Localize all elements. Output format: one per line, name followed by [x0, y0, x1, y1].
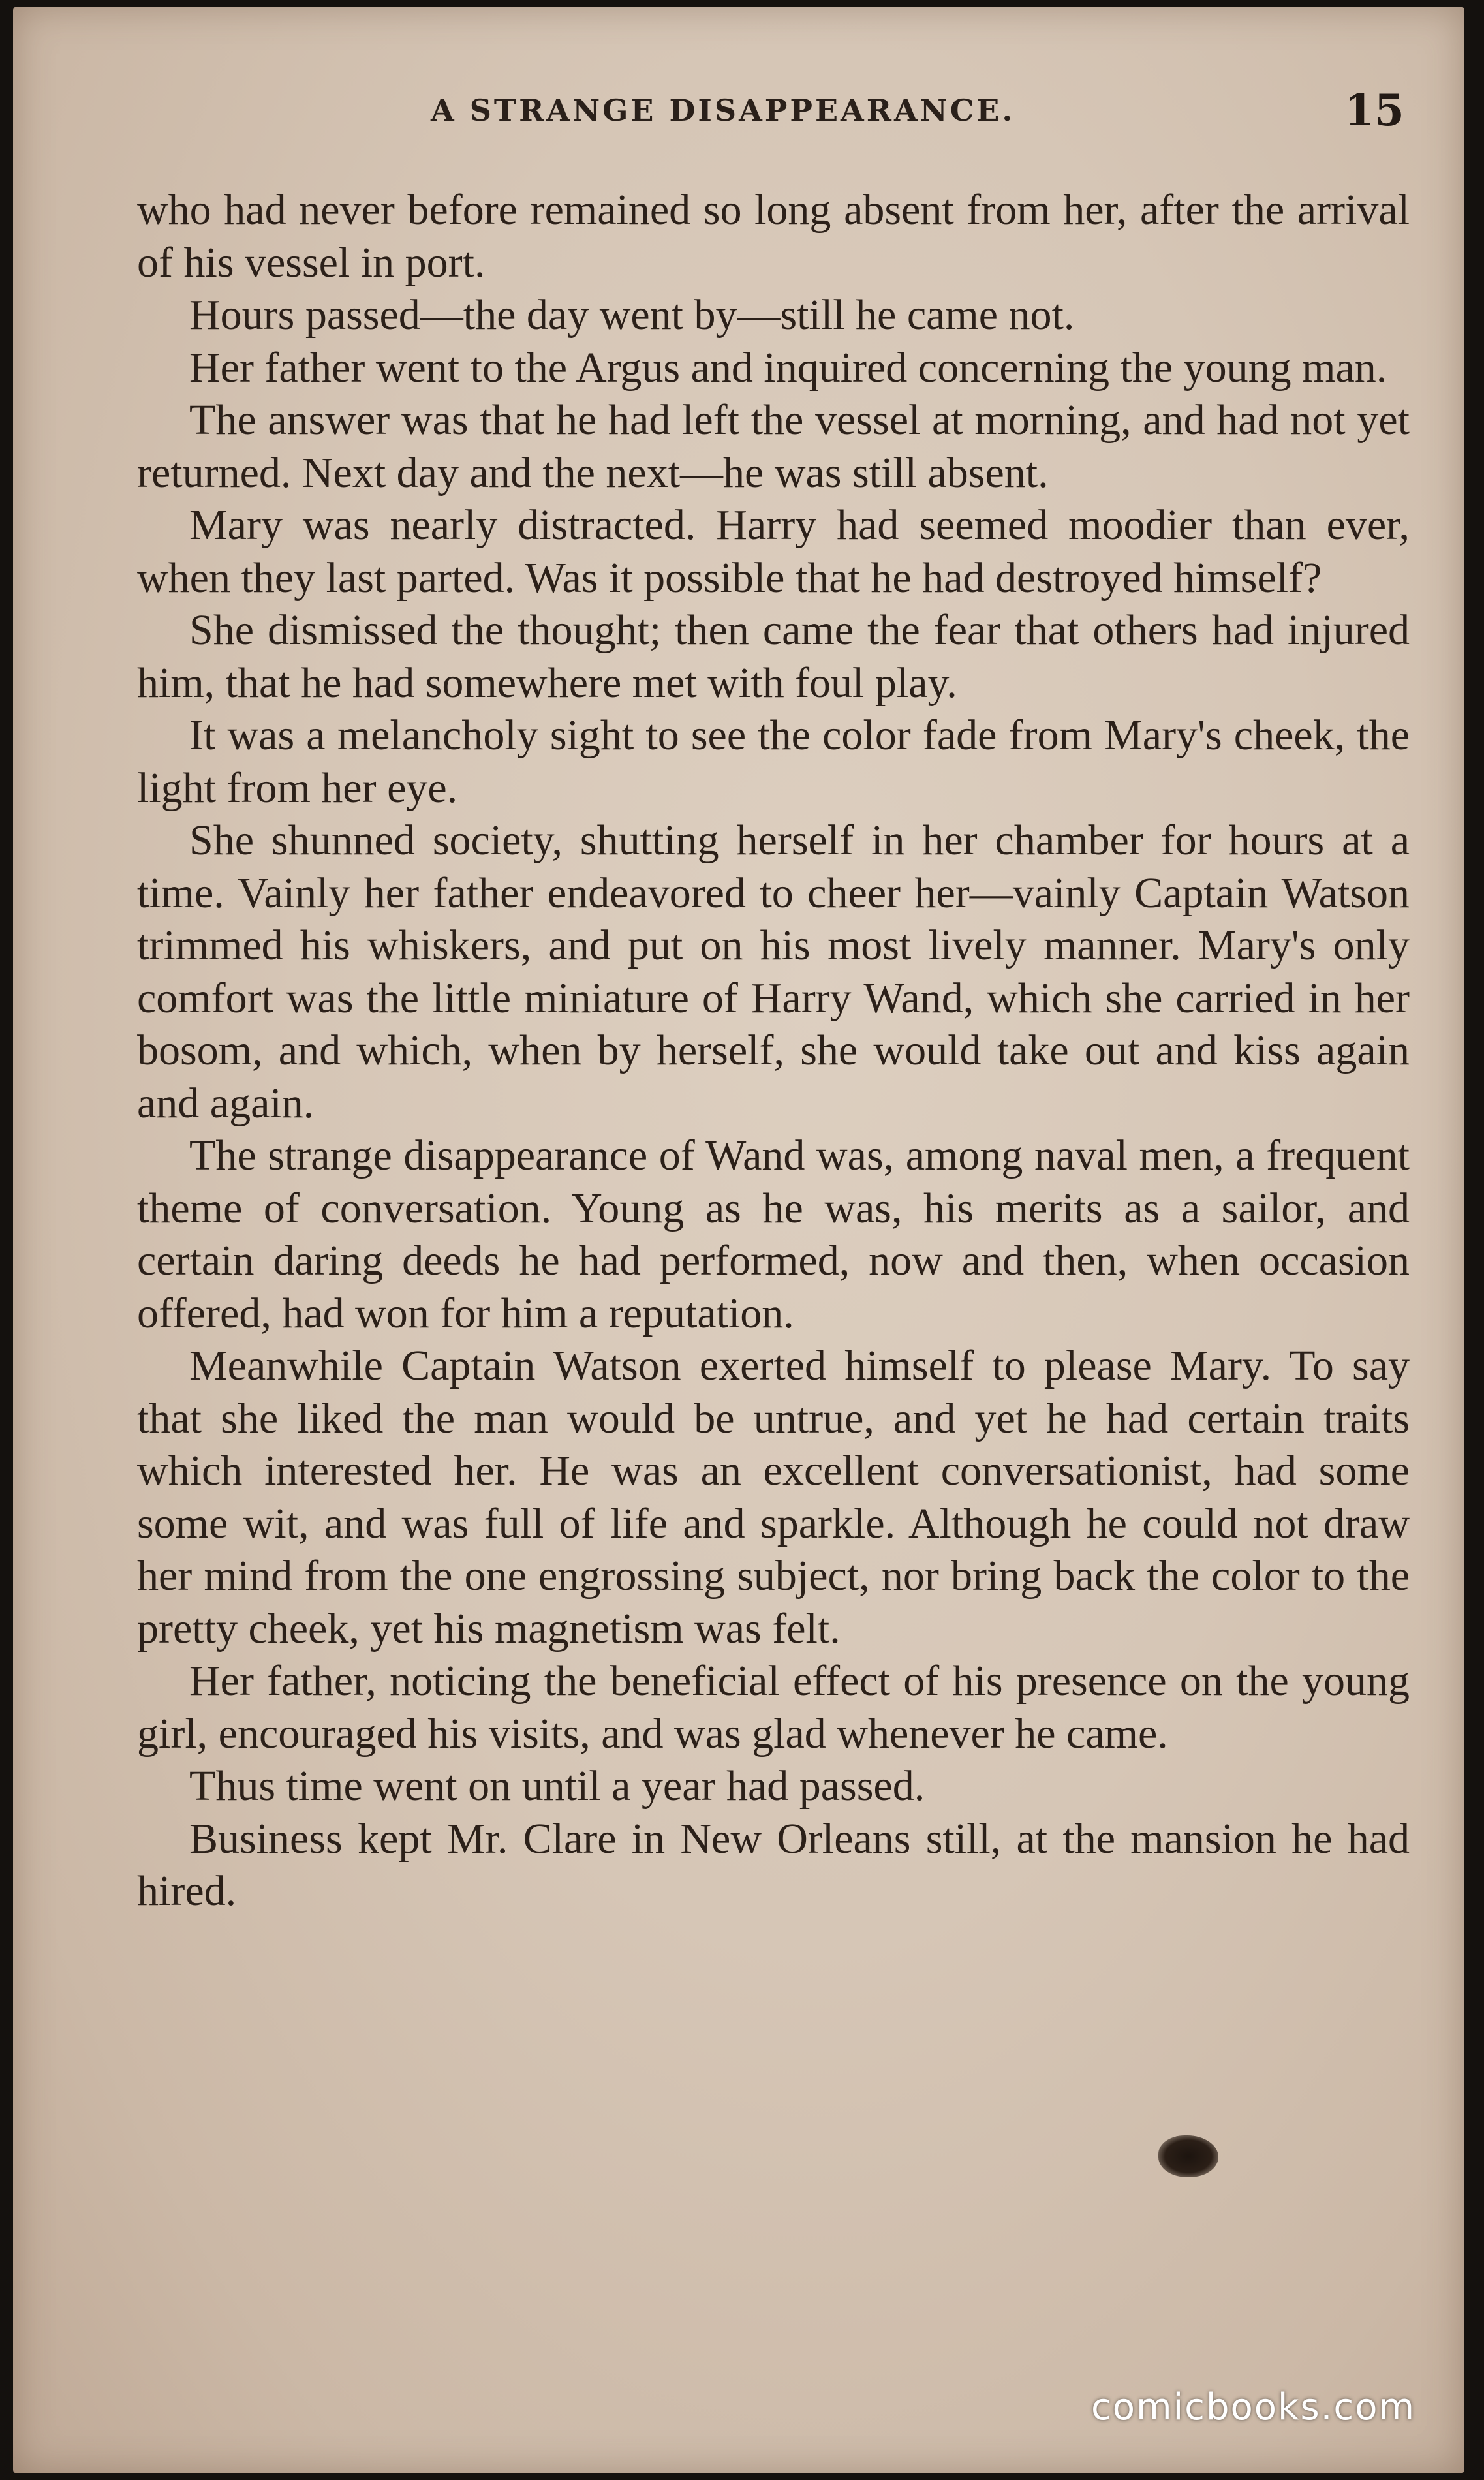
- paragraph: She shunned society, shutting herself in her chamber for hours at a time. Vainly her father endeavored to cheer her—vainly Captain Watson trimmed his whiskers, and put on his most lively manner. Mary's only comfort was the little miniature of Harry Wand, which she carried in her bosom, and which, when by herself, she would take out and kiss again and again.: [137, 816, 1410, 1127]
- watermark: comicbooks.com: [1091, 2386, 1416, 2428]
- running-title: A STRANGE DISAPPEARANCE.: [431, 93, 1015, 128]
- paragraph: Mary was nearly distracted. Harry had seemed moodier than ever, when they last parted. Was it possible that he had destroyed himself?: [137, 501, 1410, 602]
- paragraph: The answer was that he had left the vessel at morning, and had not yet returned. Next day and the next—he was still absent.: [137, 396, 1410, 497]
- paragraph: Business kept Mr. Clare in New Orleans still, at the mansion he had hired.: [137, 1814, 1410, 1915]
- paragraph: She dismissed the thought; then came the fear that others had injured him, that he had somewhere met with foul play.: [137, 606, 1410, 707]
- paragraph: Her father, noticing the beneficial effect of his presence on the young girl, encouraged his visits, and was glad whenever he came.: [137, 1657, 1410, 1758]
- ink-blot: [1158, 2135, 1218, 2177]
- paragraph: who had never before remained so long absent from her, after the arrival of his vessel in port.: [137, 186, 1410, 287]
- paragraph: Her father went to the Argus and inquired concerning the young man.: [189, 343, 1387, 392]
- paragraph: The strange disappearance of Wand was, among naval men, a frequent theme of conversation. Young as he was, his merits as a sailor, and certain daring deeds he had performed, now and then, when occasion offered, had won for him a reputation.: [137, 1132, 1410, 1337]
- paragraph: Meanwhile Captain Watson exerted himself to please Mary. To say that she liked the man would be untrue, and yet he had certain traits which interested her. He was an excellent conversationist, had some some wit, and was full of life and sparkle. Although he could not draw her mind from the one engrossing subject, nor bring back the color to the pretty cheek, yet his magnetism was felt.: [137, 1342, 1410, 1652]
- paragraph: Thus time went on until a year had passed.: [189, 1762, 925, 1810]
- book-page: [13, 7, 1464, 2473]
- page-number: 15: [1344, 85, 1404, 136]
- paragraph: Hours passed—the day went by—still he came not.: [189, 291, 1075, 339]
- page-header: [13, 85, 1464, 144]
- paragraph: It was a melancholy sight to see the color fade from Mary's cheek, the light from her eye.: [137, 711, 1410, 812]
- body-text: [137, 184, 1410, 1918]
